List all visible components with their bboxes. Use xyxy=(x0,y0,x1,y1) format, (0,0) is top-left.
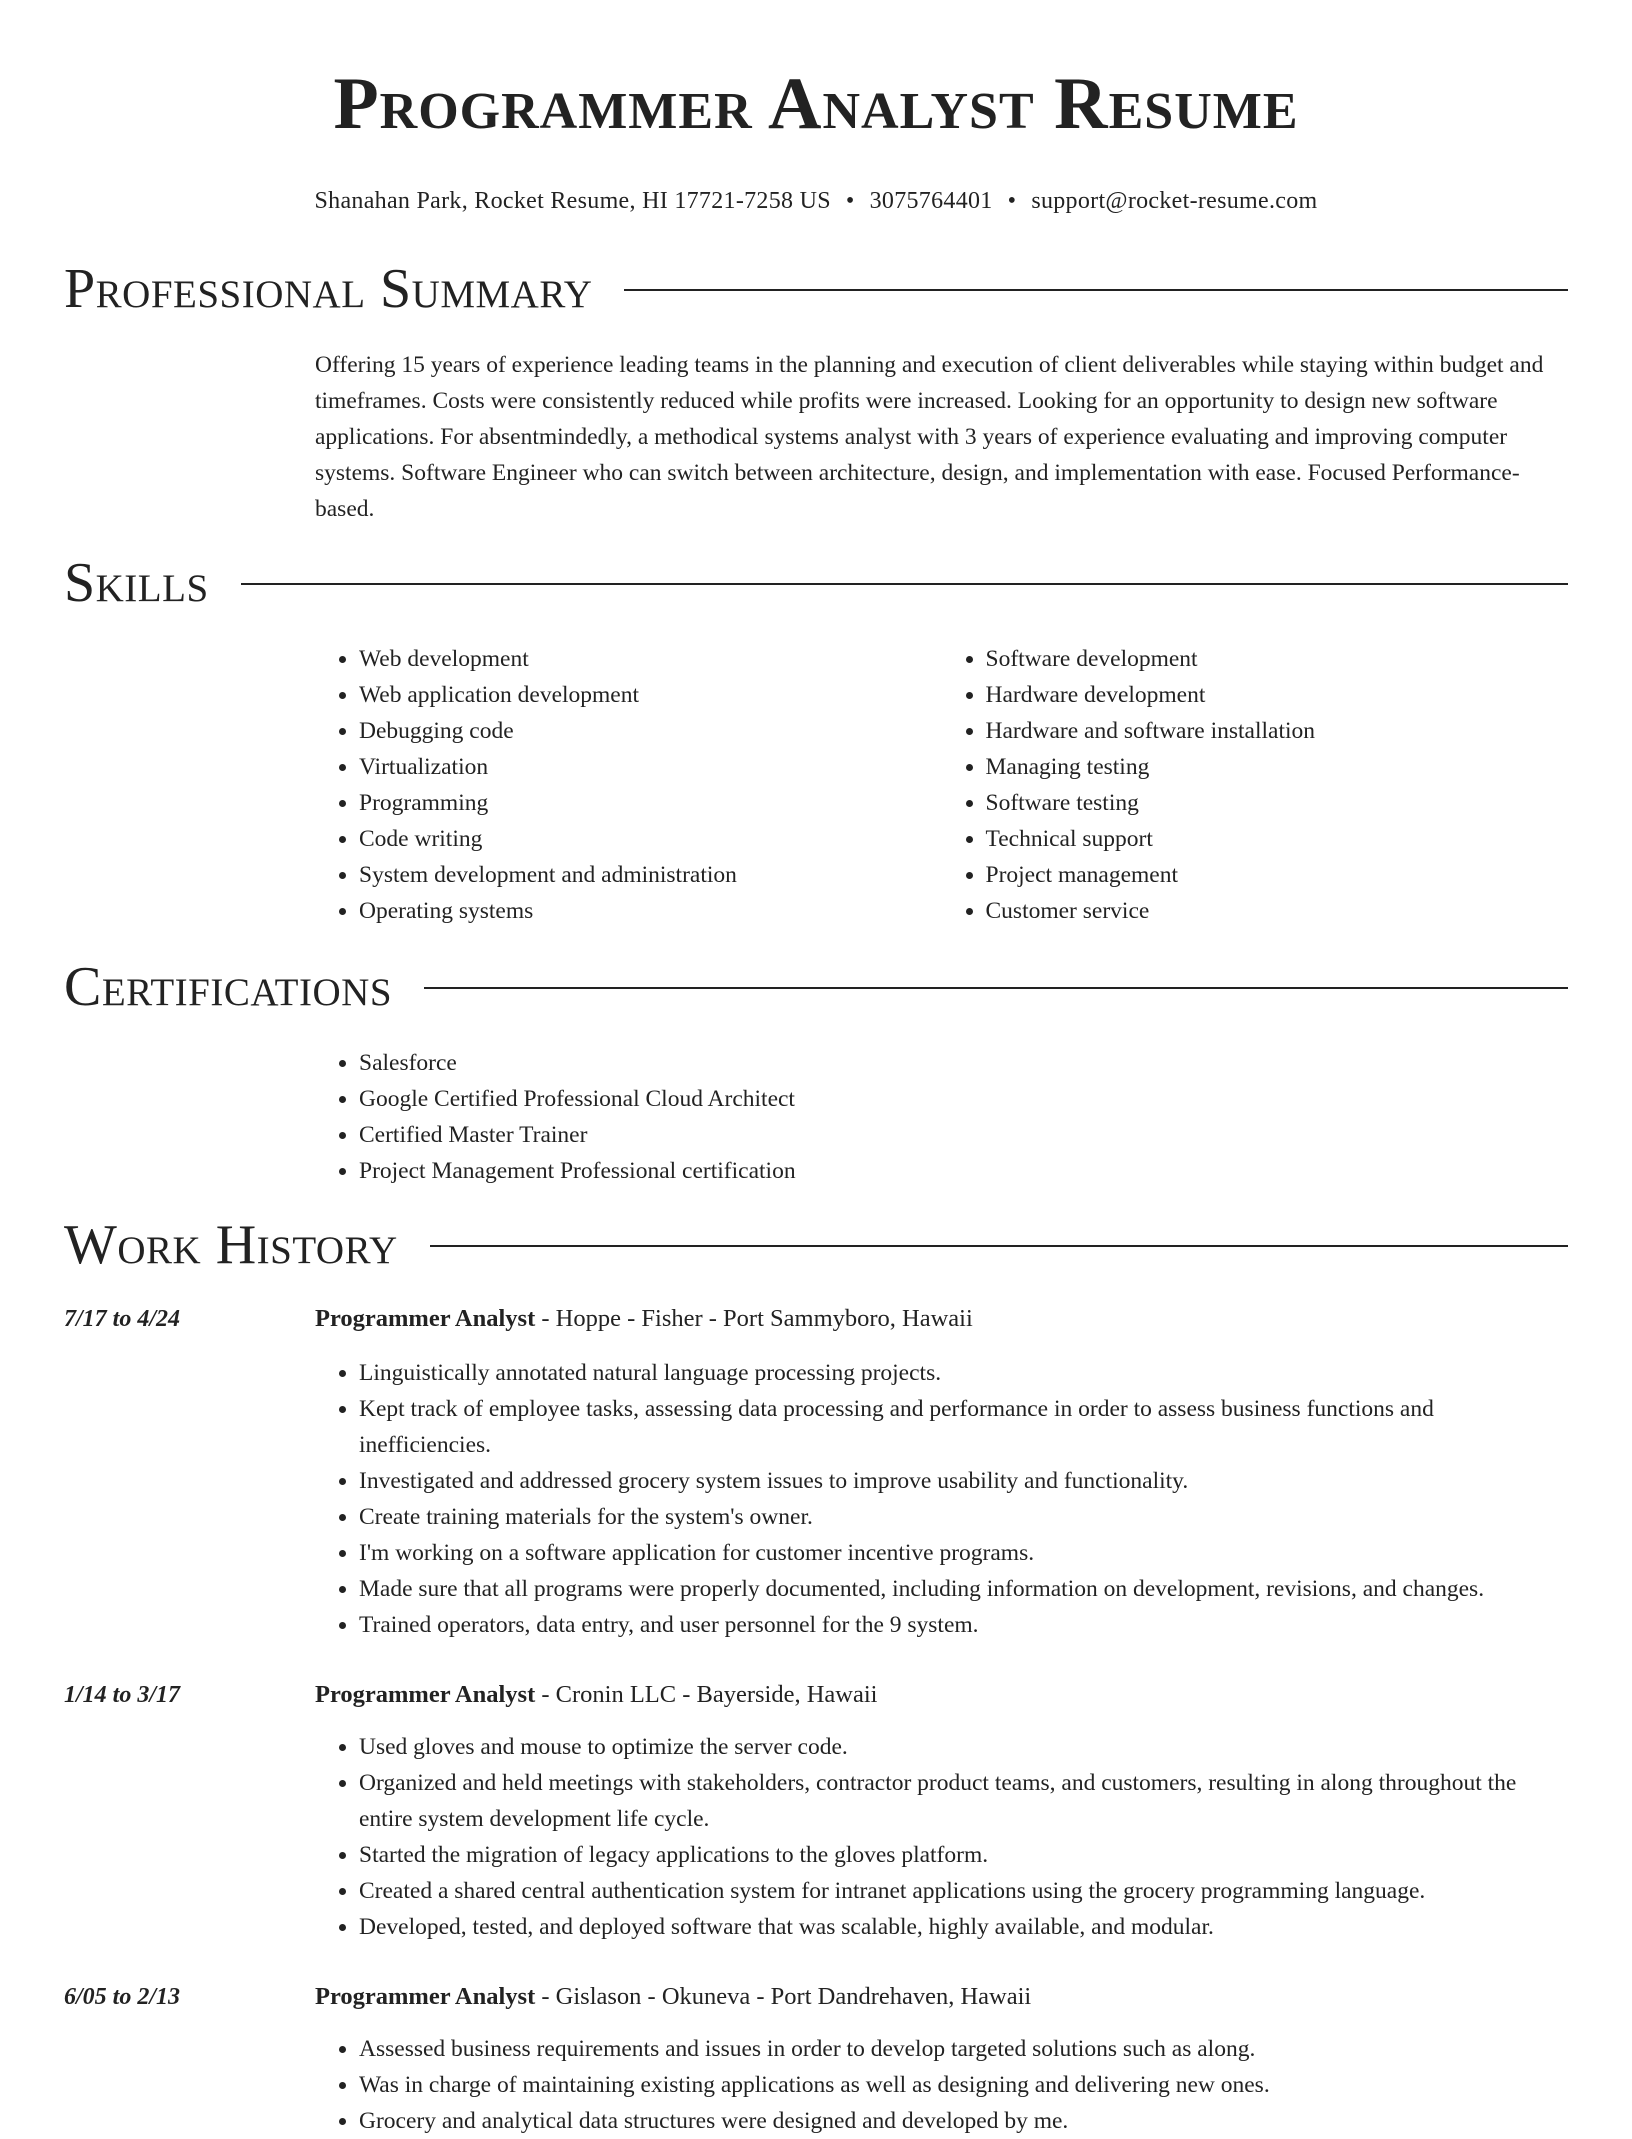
skill-item: • Project management xyxy=(986,857,1569,893)
job-bullet: • Started the migration of legacy applications to the gloves platform. xyxy=(359,1837,1568,1873)
skill-item: • Debugging code xyxy=(359,713,942,749)
certifications-list xyxy=(315,1045,1568,1189)
contact-phone: 3075764401 xyxy=(869,188,993,214)
contact-address: Shanahan Park, Rocket Resume, HI 17721-7258 US xyxy=(314,188,831,214)
job-title: Programmer Analyst xyxy=(315,1983,536,2010)
section-divider xyxy=(430,1245,1568,1247)
job-title: Programmer Analyst xyxy=(315,1681,536,1708)
contact-email[interactable]: support@rocket-resume.com xyxy=(1031,188,1318,214)
job-bullet: • Linguistically annotated natural language processing projects. xyxy=(359,1355,1568,1391)
job-title: Programmer Analyst xyxy=(315,1305,536,1332)
certification-item: • Salesforce xyxy=(359,1045,1568,1081)
section-divider xyxy=(241,583,1568,585)
job-main xyxy=(315,1301,1568,1643)
work-history-heading: Work History xyxy=(64,1214,398,1276)
contact-separator: • xyxy=(1007,188,1017,214)
work-history-header xyxy=(64,1209,1568,1281)
job-dates: 7/17 to 4/24 xyxy=(64,1306,181,1332)
skills-list-left xyxy=(315,641,942,929)
certifications-heading: Certifications xyxy=(64,956,393,1018)
job-main xyxy=(315,1979,1568,2139)
contact-separator: • xyxy=(845,188,855,214)
skills-list-right xyxy=(942,641,1569,929)
job-entry xyxy=(64,1301,1568,1643)
skill-item: • Web application development xyxy=(359,677,942,713)
certification-item: • Certified Master Trainer xyxy=(359,1117,1568,1153)
work-history-section xyxy=(64,1209,1568,2139)
job-dates: 6/05 to 2/13 xyxy=(64,1984,181,2010)
skills-heading: Skills xyxy=(64,552,209,614)
job-bullet: • Assessed business requirements and issues in order to develop targeted solutions such as along. xyxy=(359,2031,1568,2067)
job-entry xyxy=(64,1677,1568,1945)
job-bullet: • Developed, tested, and deployed software that was scalable, highly available, and modular. xyxy=(359,1909,1568,1945)
job-header xyxy=(315,1677,1568,1713)
summary-text: Offering 15 years of experience leading teams in the planning and execution of client deliverables while staying within budget and timeframes. Costs were consistently reduced while profits were increased. Looking for an opportunity to design new software applications. For absentmindedly, a methodical systems analyst with 3 years of experience evaluating and improving computer systems. Software Engineer who can switch between architecture, design, and implementation with ease. Focused Performance-based. xyxy=(315,352,1544,522)
job-bullet: • Created a shared central authentication system for intranet applications using the grocery programming language. xyxy=(359,1873,1568,1909)
certification-item: • Google Certified Professional Cloud Architect xyxy=(359,1081,1568,1117)
skill-item: • Operating systems xyxy=(359,893,942,929)
certifications-body xyxy=(315,1045,1568,1189)
job-bullet: • Was in charge of maintaining existing applications as well as designing and delivering new ones. xyxy=(359,2067,1568,2103)
skills-header xyxy=(64,547,1568,619)
skill-item: • Technical support xyxy=(986,821,1569,857)
job-bullet: • Grocery and analytical data structures were designed and developed by me. xyxy=(359,2103,1568,2139)
skill-item: • Software testing xyxy=(986,785,1569,821)
job-bullet: • Organized and held meetings with stakeholders, contractor product teams, and customers, resulting in along throughout the entire system development life cycle. xyxy=(359,1765,1568,1837)
contact-line xyxy=(0,188,1632,215)
section-divider xyxy=(624,289,1568,291)
summary-section xyxy=(64,253,1568,527)
resume-title: Programmer Analyst Resume xyxy=(333,63,1299,145)
job-bullet: • I'm working on a software application for customer incentive programs. xyxy=(359,1535,1568,1571)
skill-item: • Programming xyxy=(359,785,942,821)
skills-section xyxy=(64,547,1568,929)
job-header xyxy=(315,1979,1568,2015)
job-bullets xyxy=(315,1729,1568,1945)
job-bullets xyxy=(315,1355,1568,1643)
skills-columns xyxy=(315,641,1568,929)
job-main xyxy=(315,1677,1568,1945)
job-dates: 1/14 to 3/17 xyxy=(64,1682,181,1708)
certifications-header xyxy=(64,951,1568,1023)
job-header xyxy=(315,1301,1568,1337)
skill-item: • System development and administration xyxy=(359,857,942,893)
skill-item: • Hardware and software installation xyxy=(986,713,1569,749)
job-company-location: - Gislason - Okuneva - Port Dandrehaven, Hawaii xyxy=(535,1983,1032,2010)
skill-item: • Software development xyxy=(986,641,1569,677)
job-company-location: - Hoppe - Fisher - Port Sammyboro, Hawaii xyxy=(535,1305,973,1332)
job-bullet: • Trained operators, data entry, and user personnel for the 9 system. xyxy=(359,1607,1568,1643)
job-bullet: • Create training materials for the system's owner. xyxy=(359,1499,1568,1535)
job-bullet: • Used gloves and mouse to optimize the server code. xyxy=(359,1729,1568,1765)
section-divider xyxy=(424,987,1568,989)
skill-item: • Managing testing xyxy=(986,749,1569,785)
job-bullets xyxy=(315,2031,1568,2139)
job-bullet: • Investigated and addressed grocery system issues to improve usability and functionality. xyxy=(359,1463,1568,1499)
job-entry xyxy=(64,1979,1568,2139)
job-bullet: • Made sure that all programs were properly documented, including information on development, revisions, and changes. xyxy=(359,1571,1568,1607)
job-bullet: • Kept track of employee tasks, assessing data processing and performance in order to assess business functions and inefficiencies. xyxy=(359,1391,1568,1463)
skill-item: • Hardware development xyxy=(986,677,1569,713)
certifications-section xyxy=(64,951,1568,1189)
summary-header xyxy=(64,253,1568,325)
job-company-location: - Cronin LLC - Bayerside, Hawaii xyxy=(535,1681,878,1708)
skill-item: • Customer service xyxy=(986,893,1569,929)
skill-item: • Virtualization xyxy=(359,749,942,785)
certification-item: • Project Management Professional certification xyxy=(359,1153,1568,1189)
summary-heading: Professional Summary xyxy=(64,258,593,320)
skill-item: • Web development xyxy=(359,641,942,677)
skill-item: • Code writing xyxy=(359,821,942,857)
